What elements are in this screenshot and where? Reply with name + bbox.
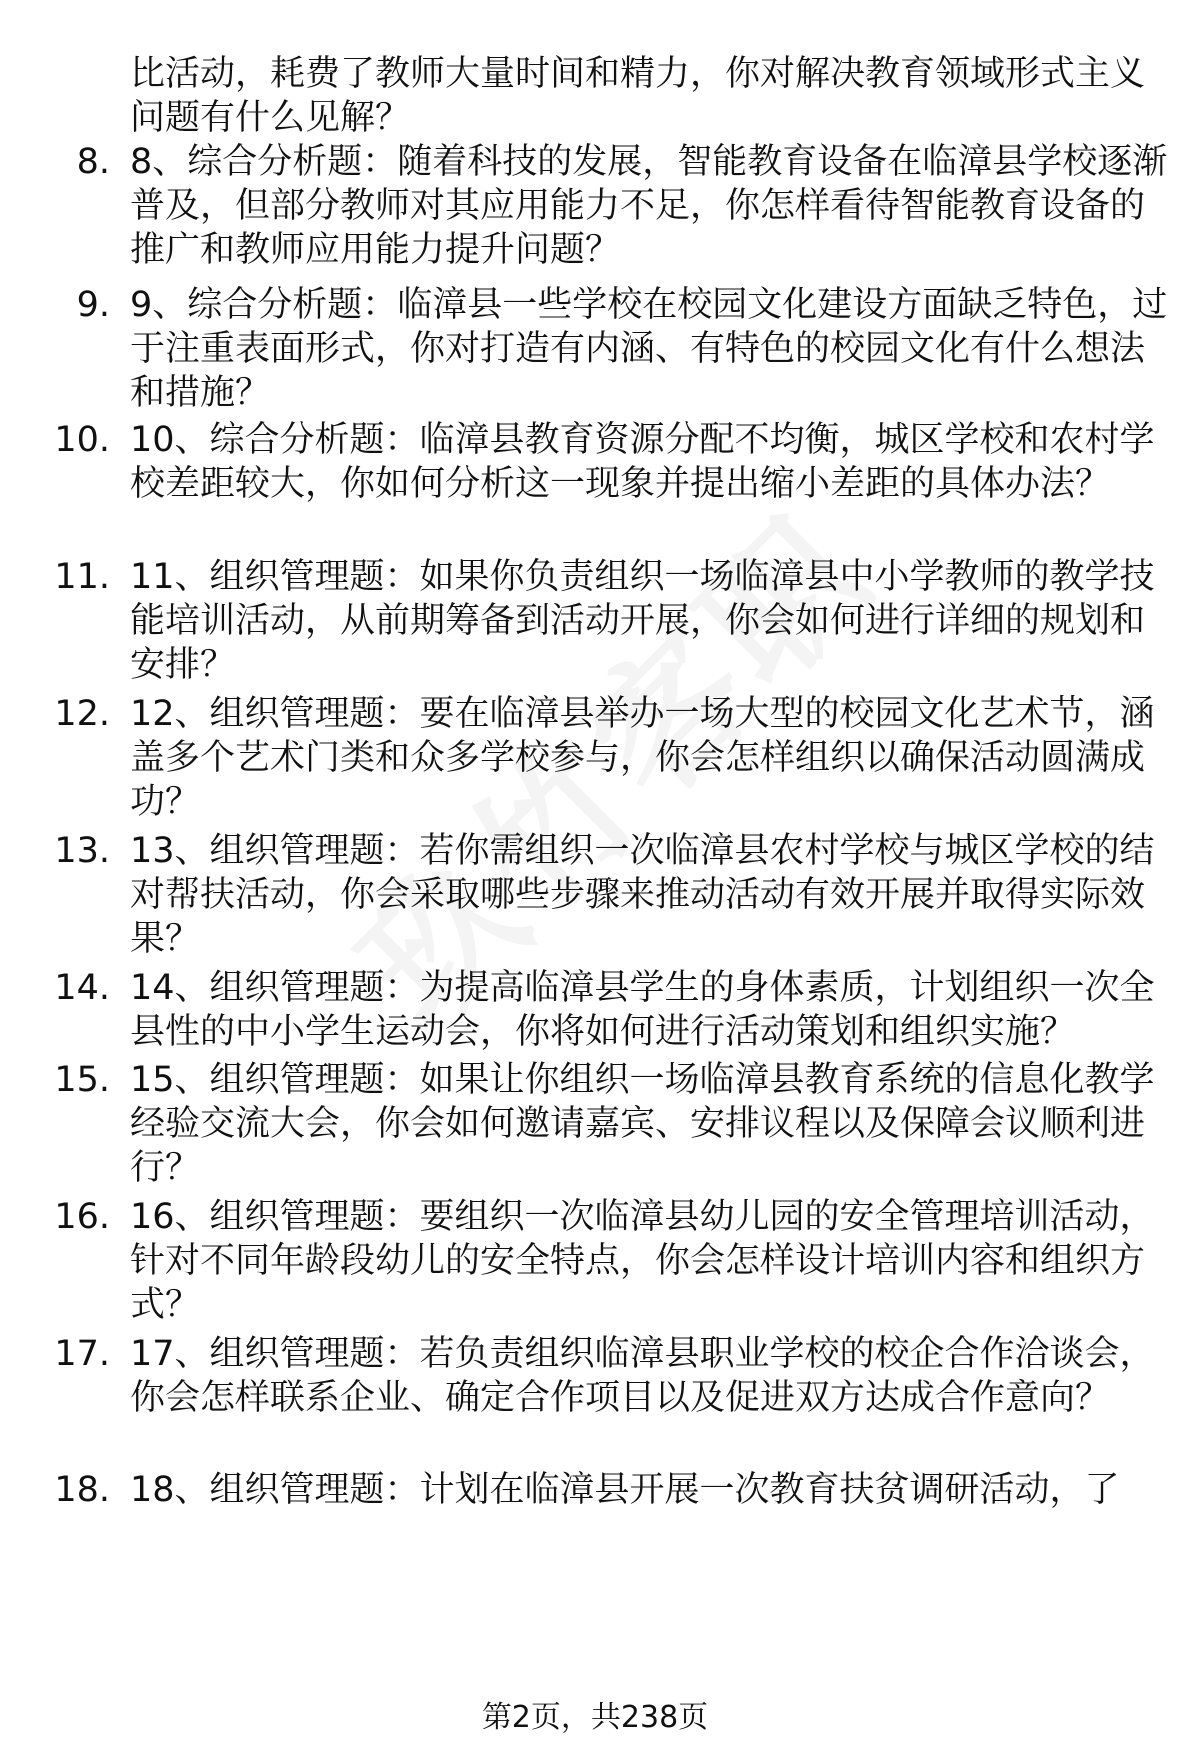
question-text: 10、综合分析题：临漳县教育资源分配不均衡，城区学校和农村学校差距较大，你如何分析这一现象并提出缩小差距的具体办法？ <box>130 420 1155 504</box>
question-text: 11、组织管理题：如果你负责组织一场临漳县中小学教师的教学技能培训活动，从前期筹备到活动开展，你会如何进行详细的规划和安排？ <box>130 557 1155 685</box>
question-number: 9. <box>76 285 110 325</box>
question-number: 17. <box>54 1334 110 1374</box>
question-text: 9、综合分析题：临漳县一些学校在校园文化建设方面缺乏特色，过于注重表面形式，你对打造有内涵、有特色的校园文化有什么想法和措施？ <box>130 285 1168 413</box>
question-number: 15. <box>54 1060 110 1100</box>
question-text: 8、综合分析题：随着科技的发展，智能教育设备在临漳县学校逐渐普及，但部分教师对其应用能力不足，你怎样看待智能教育设备的推广和教师应用能力提升问题？ <box>130 142 1168 270</box>
continuation-text: 比活动，耗费了教师大量时间和精力，你对解决教育领域形式主义问题有什么见解？ <box>130 54 1146 138</box>
question-text: 13、组织管理题：若你需组织一次临漳县农村学校与城区学校的结对帮扶活动，你会采取哪些步骤来推动活动有效开展并取得实际效果？ <box>130 831 1155 959</box>
question-number: 8. <box>76 142 110 182</box>
question-text: 17、组织管理题：若负责组织临漳县职业学校的校企合作洽谈会，你会怎样联系企业、确定合作项目以及促进双方达成合作意向？ <box>130 1334 1155 1418</box>
question-number: 14. <box>54 968 110 1008</box>
question-text: 16、组织管理题：要组织一次临漳县幼儿园的安全管理培训活动，针对不同年龄段幼儿的安全特点，你会怎样设计培训内容和组织方式？ <box>130 1197 1155 1325</box>
question-text: 12、组织管理题：要在临漳县举办一场大型的校园文化艺术节，涵盖多个艺术门类和众多学校参与，你会怎样组织以确保活动圆满成功？ <box>130 694 1155 822</box>
question-number: 11. <box>54 557 110 597</box>
question-number: 13. <box>54 831 110 871</box>
page-footer: 第2页，共238页 <box>481 1700 709 1735</box>
question-number: 16. <box>54 1197 110 1237</box>
question-number: 12. <box>54 694 110 734</box>
question-number: 10. <box>54 420 110 460</box>
question-number: 18. <box>54 1470 110 1510</box>
question-text: 18、组织管理题：计划在临漳县开展一次教育扶贫调研活动，了 <box>130 1470 1120 1510</box>
question-text: 15、组织管理题：如果让你组织一场临漳县教育系统的信息化教学经验交流大会，你会如何邀请嘉宾、安排议程以及保障会议顺利进行？ <box>130 1060 1155 1188</box>
question-text: 14、组织管理题：为提高临漳县学生的身体素质，计划组织一次全县性的中小学生运动会，你将如何进行活动策划和组织实施？ <box>130 968 1155 1052</box>
